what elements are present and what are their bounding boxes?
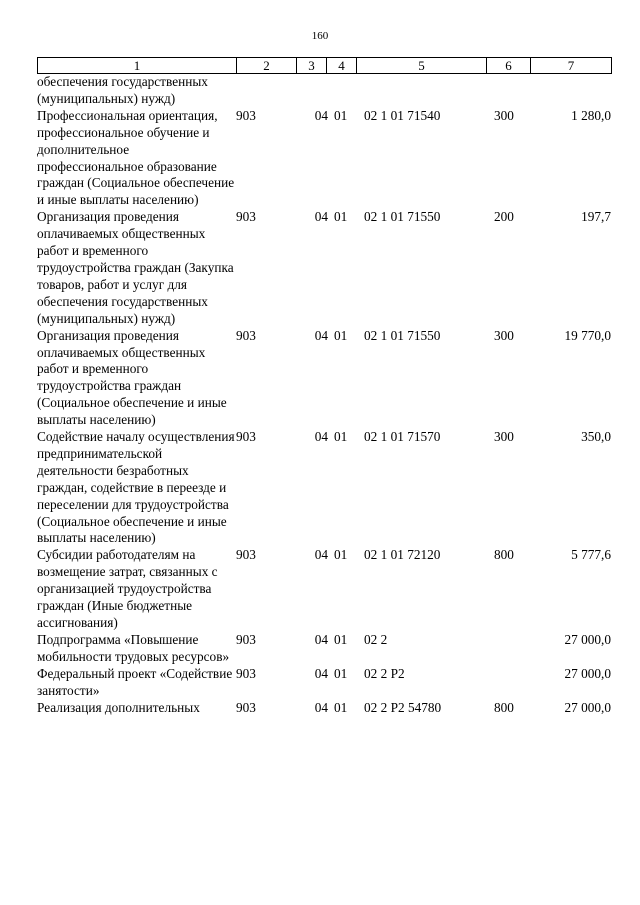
column-header-4: 4 (327, 58, 357, 73)
row-name: Организация проведения оплачиваемых общественных работ и временного трудоустройства граждан (Социальное обеспечение и иные выплаты населению) (37, 327, 227, 428)
row-target-article: 02 2 P2 54780 (364, 699, 442, 715)
row-code-ministry: 903 (236, 631, 256, 647)
row-subsection: 01 (334, 631, 348, 647)
row-expense-type: 800 (494, 699, 514, 715)
row-subsection: 01 (334, 327, 348, 343)
row-amount: 27 000,0 (564, 631, 611, 647)
column-header-6: 6 (487, 58, 531, 73)
row-name: Подпрограмма «Повышение мобильности трудовых ресурсов» (37, 631, 230, 664)
row-subsection: 01 (334, 699, 348, 715)
table-body (37, 74, 611, 716)
row-code-ministry (236, 74, 294, 108)
row-section (294, 74, 334, 108)
row-code-ministry: 903 (236, 665, 256, 681)
row-section: 04 (314, 631, 328, 647)
row-expense-type (494, 632, 538, 666)
table-row (37, 209, 611, 327)
row-amount: 1 280,0 (571, 107, 611, 123)
table-row (37, 632, 611, 666)
row-code-ministry: 903 (236, 327, 256, 343)
row-code-ministry: 903 (236, 107, 256, 123)
row-subsection: 01 (334, 107, 348, 123)
row-expense-type: 300 (494, 107, 514, 123)
row-target-article: 02 1 01 71570 (364, 429, 441, 445)
row-amount: 27 000,0 (564, 665, 611, 681)
table-row (37, 429, 611, 547)
row-section: 04 (314, 209, 328, 225)
row-name: Федеральный проект «Содействие занятости» (37, 665, 233, 698)
column-header-5: 5 (357, 58, 487, 73)
row-expense-type (494, 666, 538, 700)
row-expense-type: 800 (494, 547, 514, 563)
table-row (37, 547, 611, 632)
row-target-article: 02 1 01 71550 (364, 209, 441, 225)
column-header-3: 3 (297, 58, 327, 73)
row-amount: 5 777,6 (571, 547, 611, 563)
column-header-2: 2 (237, 58, 297, 73)
row-name: Субсидии работодателям на возмещение затрат, связанных с организацией трудоустройства граждан (Иные бюджетные ассигнования) (37, 547, 218, 630)
row-amount: 350,0 (581, 429, 611, 445)
row-expense-type: 300 (494, 327, 514, 343)
row-target-article: 02 2 P2 (364, 665, 405, 681)
row-code-ministry: 903 (236, 699, 256, 715)
row-target-article: 02 1 01 71550 (364, 327, 441, 343)
row-expense-type: 300 (494, 429, 514, 445)
row-subsection (334, 74, 364, 108)
table-column-header (37, 57, 612, 74)
row-section: 04 (314, 665, 328, 681)
row-section: 04 (314, 699, 328, 715)
table-row (37, 666, 611, 700)
row-subsection: 01 (334, 209, 348, 225)
row-name: обеспечения государственных (муниципальных) нужд) (37, 74, 208, 106)
row-amount: 197,7 (581, 209, 611, 225)
row-expense-type: 200 (494, 209, 514, 225)
row-target-article (364, 74, 494, 108)
row-name: Содействие началу осуществления предпринимательской деятельности безработных граждан, содействие в переезде и переселении для трудоустройства (Социальное обеспечение и иные выплаты населению) (37, 429, 235, 546)
table-row (37, 74, 611, 108)
row-section: 04 (314, 429, 328, 445)
row-target-article: 02 1 01 72120 (364, 547, 441, 563)
column-header-7: 7 (531, 58, 612, 73)
page-number: 160 (311, 30, 329, 42)
row-code-ministry: 903 (236, 429, 256, 445)
row-target-article: 02 1 01 71540 (364, 107, 441, 123)
table-row (37, 328, 611, 429)
row-code-ministry: 903 (236, 547, 256, 563)
row-section: 04 (314, 547, 328, 563)
table-row (37, 700, 611, 717)
row-name: Профессиональная ориентация, профессиональное обучение и дополнительное профессиональное образование граждан (Социальное обеспечение и иные выплаты населению) (37, 107, 235, 208)
row-section: 04 (314, 107, 328, 123)
row-code-ministry: 903 (236, 209, 256, 225)
row-subsection: 01 (334, 665, 348, 681)
row-amount: 19 770,0 (564, 327, 611, 343)
row-amount: 27 000,0 (564, 699, 611, 715)
row-subsection: 01 (334, 429, 348, 445)
row-name: Организация проведения оплачиваемых общественных работ и временного трудоустройства граждан (Закупка товаров, работ и услуг для обеспечения государственных (муниципальных) нужд) (37, 209, 234, 326)
table-row (37, 108, 611, 209)
column-header-1: 1 (38, 58, 237, 73)
row-amount (538, 74, 611, 108)
row-name: Реализация дополнительных (37, 699, 200, 715)
row-subsection: 01 (334, 547, 348, 563)
row-section: 04 (314, 327, 328, 343)
row-target-article: 02 2 (364, 631, 388, 647)
row-expense-type (494, 74, 538, 108)
